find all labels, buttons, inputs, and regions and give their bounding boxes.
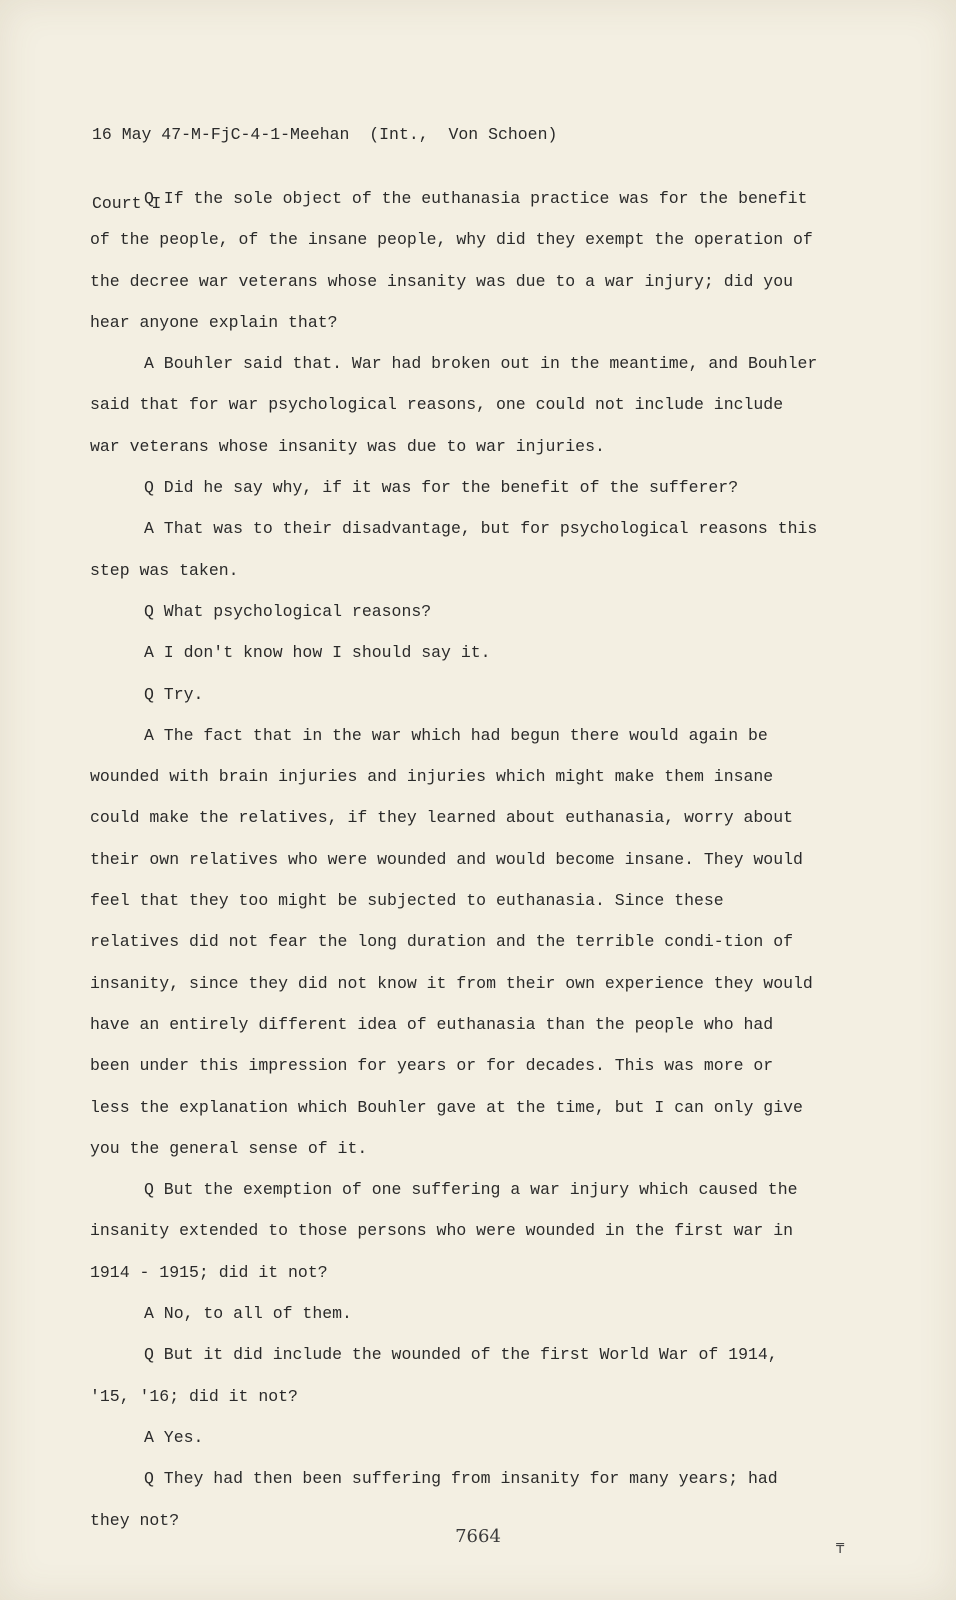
transcript-paragraph: Q Did he say why, if it was for the benefit of the sufferer? [144, 478, 739, 498]
transcript-paragraph: Q But it did include the wounded of the first World War of 1914, '15, '16; did it not? [90, 1345, 778, 1406]
transcript-paragraph: Q What psychological reasons? [144, 601, 432, 621]
transcript-paragraph: Q If the sole object of the euthanasia practice was for the benefit of the people, of the insane people, why did they exempt the operation of the decree war veterans whose insanity was due to a war injury; did you hear anyone explain that? [90, 189, 813, 332]
transcript-paragraph: A No, to all of them. [144, 1304, 352, 1324]
transcript-paragraph: Q But the exemption of one suffering a war injury which caused the insanity extended to those persons who were wounded in the first war in 1914 - 1915; did it not? [90, 1180, 798, 1282]
corner-mark: ₸ [836, 1542, 845, 1557]
transcript-paragraph: A I don't know how I should say it. [144, 643, 491, 663]
transcript-paragraph: Q Try. [144, 684, 204, 704]
header-line-2: Court I [92, 194, 162, 213]
transcript-paragraph: A Bouhler said that. War had broken out in the meantime, and Bouhler said that for war psychological reasons, one could not include include war veterans whose insanity was due to war injuries. [90, 354, 818, 456]
transcript-paragraph: A Yes. [144, 1427, 204, 1447]
transcript-paragraph: A That was to their disadvantage, but for psychological reasons this step was taken. [90, 519, 818, 580]
transcript-paragraph: A The fact that in the war which had begun there would again be wounded with brain injuries and injuries which might make them insane could make the relatives, if they learned about euthanasia, worry about their own relatives who were wounded and would become insane. They would feel that they too might be subjected to euthanasia. Since these relatives did not fear the long duration and the terrible condi-tion of insanity, since they did not know it from their own experience they would have an entirely different idea of euthanasia than the people who had been under this impression for years or for decades. This was more or less the explanation which Bouhler gave at the time, but I can only give you the general sense of it. [90, 725, 813, 1158]
transcript-body [90, 178, 820, 1541]
header-line-1: 16 May 47-M-FjC-4-1-Meehan (Int., Von Schoen) [92, 125, 558, 144]
transcript-paragraph: Q They had then been suffering from insanity for many years; had they not? [90, 1469, 778, 1530]
page-number: 7664 [455, 1526, 501, 1547]
